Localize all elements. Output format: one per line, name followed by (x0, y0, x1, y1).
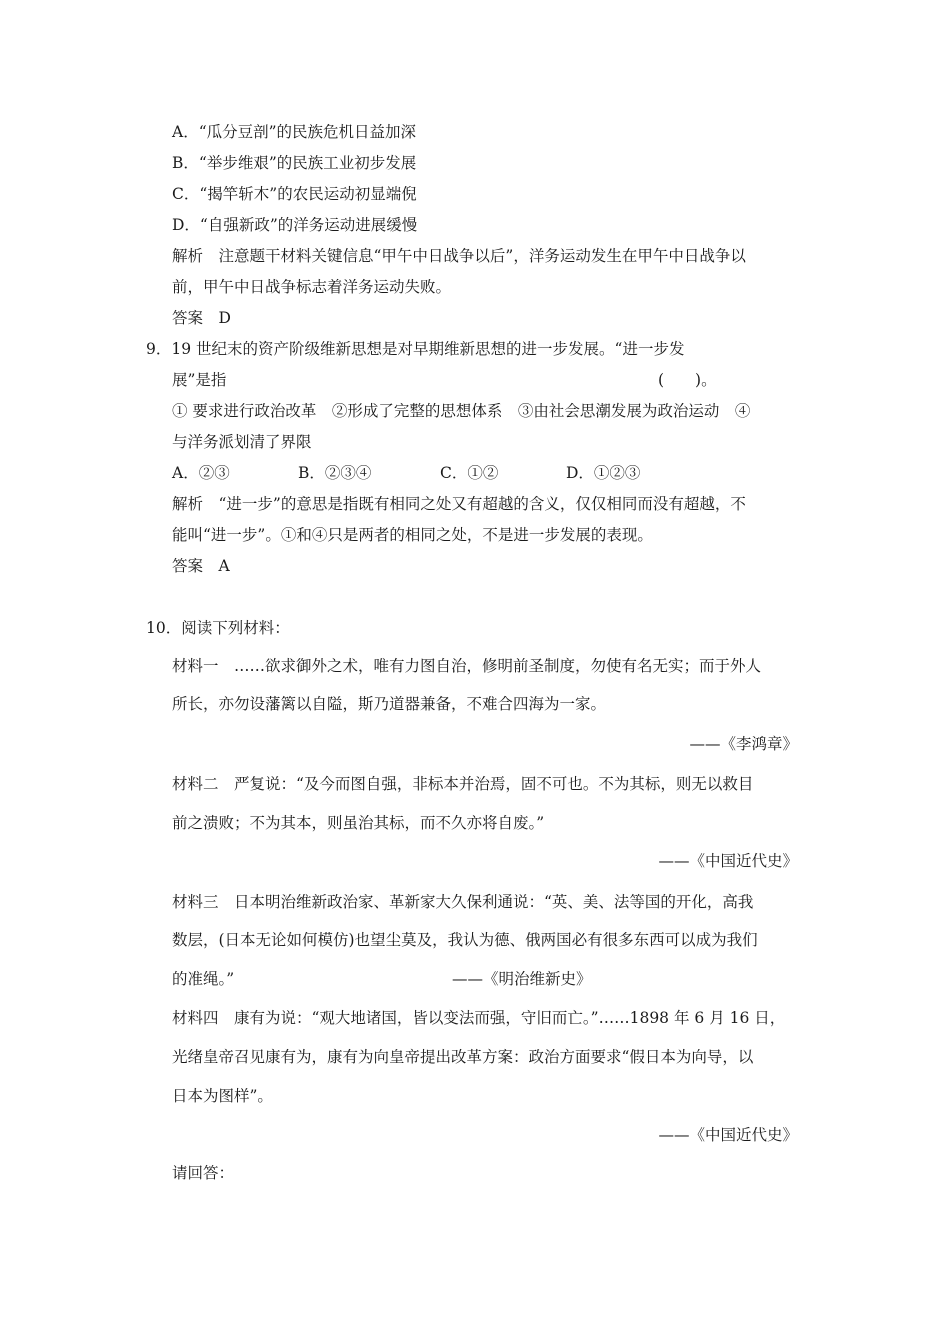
q10-material-2-line-2: 前之溃败；不为其本，则虽治其标，而不久亦将自废。” (172, 814, 545, 832)
q9-stem-text: 展”是指 (172, 371, 227, 389)
q10-material-1-source: ——《李鸿章》 (689, 735, 798, 753)
q9-stem-line-1: 9．19 世纪末的资产阶级维新思想是对早期维新思想的进一步发展。“进一步发 (146, 340, 685, 358)
q9-analysis-line-1: 解析 “进一步”的意思是指既有相同之处又有超越的含义，仅仅相同而没有超越，不 (172, 495, 746, 513)
q10-prompt: 请回答： (172, 1164, 235, 1182)
q10-material-2-line-1: 材料二 严复说：“及今而图自强，非标本并治焉，固不可也。不为其标，则无以救目 (172, 775, 754, 793)
q9-answer-blank: ( )。 (658, 371, 717, 389)
q9-stem-line-2 (172, 370, 226, 390)
q8-option-d: D．“自强新政”的洋务运动进展缓慢 (172, 216, 418, 234)
q9-answer: 答案 A (172, 557, 230, 575)
q9-option-d: D．①②③ (566, 464, 641, 482)
q10-material-4-line-3: 日本为图样”。 (172, 1087, 273, 1105)
q8-option-c: C．“揭竿斩木”的农民运动初显端倪 (172, 185, 417, 203)
q9-statements-line-1: ① 要求进行政治改革 ②形成了完整的思想体系 ③由社会思潮发展为政治运动 ④ (172, 402, 751, 420)
q10-material-4-line-1: 材料四 康有为说：“观大地诸国，皆以变法而强，守旧而亡。”……1898 年 6 月 16 日， (172, 1009, 786, 1027)
q8-analysis-line-2: 前，甲午中日战争标志着洋务运动失败。 (172, 278, 452, 296)
q9-option-c: C．①② (440, 464, 499, 482)
q9-option-a: A．②③ (172, 464, 230, 482)
q10-material-1-line-2: 所长，亦勿设藩篱以自隘，斯乃道器兼备，不难合四海为一家。 (172, 695, 607, 713)
q10-material-3-line-1: 材料三 日本明治维新政治家、革新家大久保利通说：“英、美、法等国的开化，高我 (172, 893, 754, 911)
q8-option-b: B．“举步维艰”的民族工业初步发展 (172, 154, 417, 172)
q8-analysis-line-1: 解析 注意题干材料关键信息“甲午中日战争以后”，洋务运动发生在甲午中日战争以 (172, 247, 746, 265)
q10-material-3-source: ——《明治维新史》 (452, 970, 592, 988)
q9-statements-line-2: 与洋务派划清了界限 (172, 433, 312, 451)
q10-material-1-line-1: 材料一 ……欲求御外之术，唯有力图自治，修明前圣制度，勿使有名无实；而于外人 (172, 657, 762, 675)
q10-material-3-line-3: 的准绳。” (172, 970, 235, 988)
q10-material-3-line-2: 数层，(日本无论如何模仿)也望尘莫及，我认为德、俄两国必有很多东西可以成为我们 (172, 931, 758, 949)
q10-material-2-source: ——《中国近代史》 (658, 852, 798, 870)
q8-option-a: A．“瓜分豆剖”的民族危机日益加深 (172, 123, 417, 141)
q8-answer: 答案 D (172, 309, 231, 327)
q9-option-b: B．②③④ (298, 464, 372, 482)
q10-material-4-source: ——《中国近代史》 (658, 1126, 798, 1144)
q9-analysis-line-2: 能叫“进一步”。①和④只是两者的相同之处，不是进一步发展的表现。 (172, 526, 653, 544)
q10-stem: 10．阅读下列材料： (146, 619, 290, 637)
q10-material-4-line-2: 光绪皇帝召见康有为，康有为向皇帝提出改革方案：政治方面要求“假日本为向导，以 (172, 1048, 754, 1066)
